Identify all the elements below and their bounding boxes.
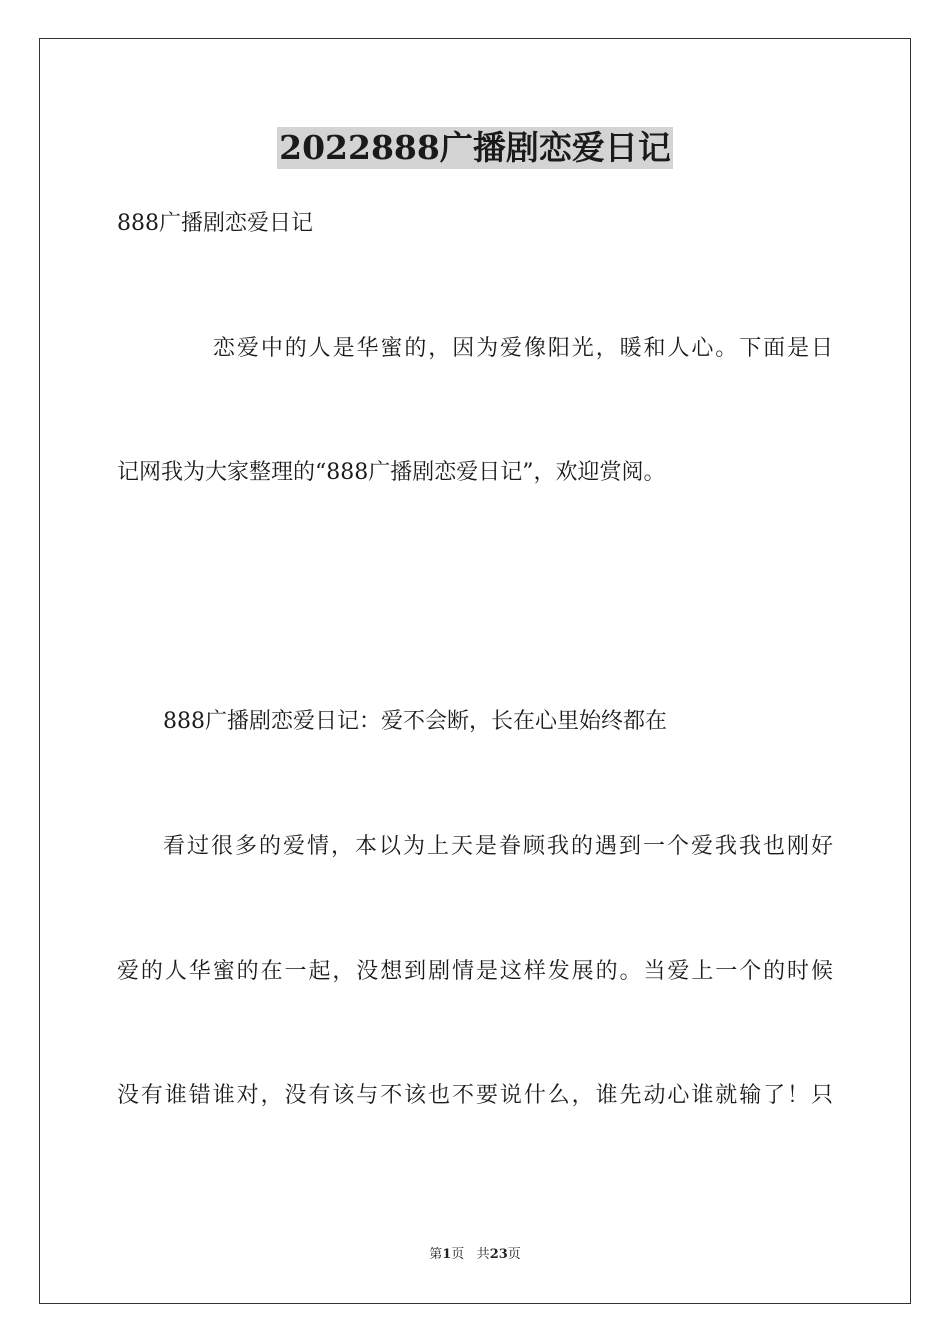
document-subtitle: 888广播剧恋爱日记 <box>117 211 313 236</box>
page-current: 1 <box>442 1247 452 1262</box>
paragraph-line-1: 恋爱中的人是华蜜的，因为爱像阳光，暖和人心。下面是日 <box>213 336 833 361</box>
paragraph-line-3: 看过很多的爱情，本以为上天是眷顾我的遇到一个爱我我也刚好 <box>163 834 833 859</box>
total-label-prefix: 共 <box>476 1247 490 1262</box>
page-label-suffix: 页 <box>451 1247 465 1262</box>
section-heading: 888广播剧恋爱日记：爱不会断，长在心里始终都在 <box>163 709 667 734</box>
paragraph-line-5: 没有谁错谁对，没有该与不该也不要说什么，谁先动心谁就输了！只 <box>117 1083 833 1108</box>
document-title: 2022888广播剧恋爱日记 <box>279 128 671 167</box>
total-label-suffix: 页 <box>507 1247 521 1262</box>
page-total: 23 <box>489 1247 508 1262</box>
page-footer <box>0 1246 950 1264</box>
page-label-prefix: 第 <box>429 1247 443 1262</box>
title-container <box>0 127 950 169</box>
paragraph-line-4: 爱的人华蜜的在一起，没想到剧情是这样发展的。当爱上一个的时候 <box>117 959 833 984</box>
paragraph-line-2: 记网我为大家整理的“888广播剧恋爱日记”，欢迎赏阅。 <box>117 460 666 485</box>
